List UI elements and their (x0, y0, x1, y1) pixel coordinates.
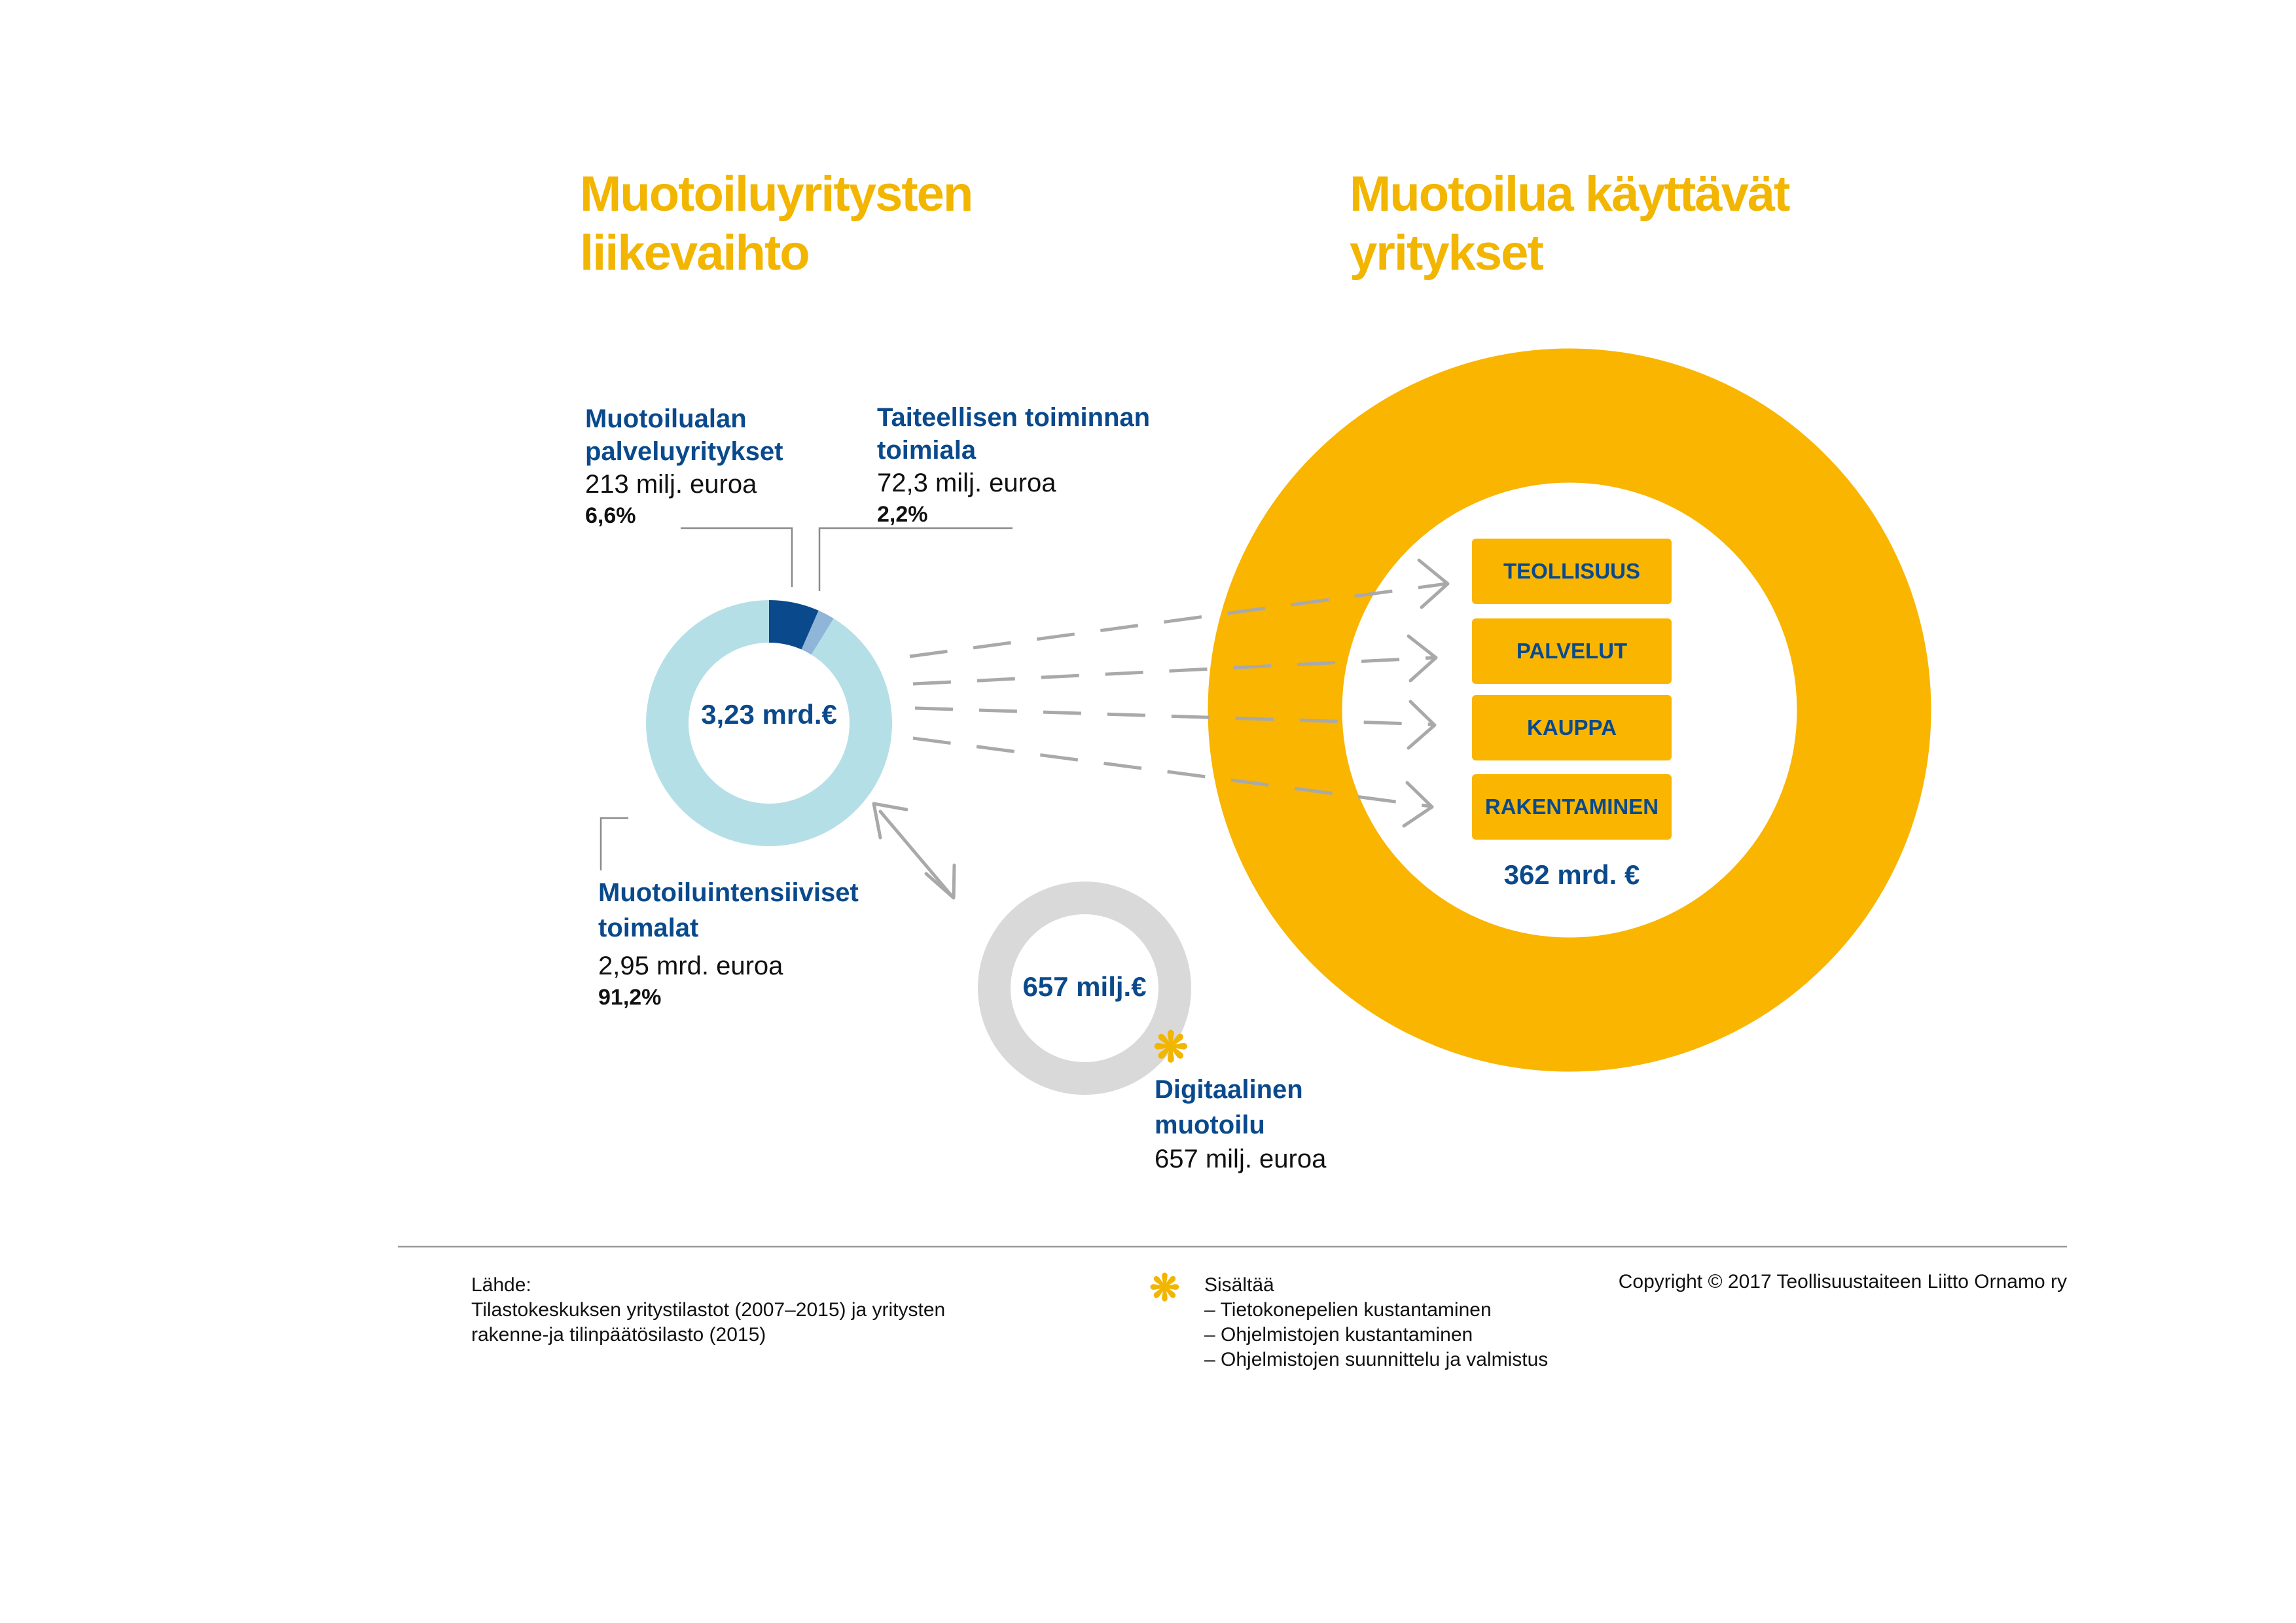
copyright: Copyright © 2017 Teollisuustaiteen Liitto Ornamo ry (1618, 1271, 2067, 1293)
right-title-line-2: yritykset (1350, 225, 1543, 281)
dashed-arrow-3 (915, 708, 1433, 724)
turnover-total-label: 3,23 mrd.€ (701, 699, 837, 730)
left-title-line-1: Muotoiluyritysten (580, 166, 973, 222)
artistic-percent: 2,2% (877, 502, 928, 527)
label-intensive (598, 875, 859, 1012)
digital-name-1: Digitaalinen (1155, 1075, 1303, 1104)
includes-item-2: – Ohjelmistojen kustantaminen (1204, 1324, 1473, 1346)
label-artistic (877, 401, 1150, 529)
sector-box-trade: KAUPPA (1472, 695, 1672, 760)
leader-line-artistic (819, 528, 1013, 591)
source-line-2: rakenne-ja tilinpäätösilasto (2015) (471, 1324, 766, 1346)
design-services-percent: 6,6% (585, 503, 636, 528)
double-arrow-shaft (880, 812, 952, 897)
sector-box-construction: RAKENTAMINEN (1472, 774, 1672, 840)
design-services-name-2: palveluyritykset (585, 437, 783, 466)
source-block (471, 1273, 945, 1347)
right-title-line-1: Muotoilua käyttävät (1350, 166, 1789, 222)
includes-label: Sisältää (1204, 1274, 1274, 1296)
source-line-1: Tilastokeskuksen yritystilastot (2007–2015) ja yritysten (471, 1299, 946, 1321)
leader-line-intensive (601, 818, 628, 870)
artistic-value: 72,3 milj. euroa (877, 469, 1056, 497)
intensive-name-2: toimalat (598, 914, 699, 942)
intensive-name-1: Muotoiluintensiiviset (598, 878, 859, 907)
design-services-name-1: Muotoilualan (585, 404, 747, 433)
label-digital (1155, 1072, 1326, 1175)
asterisk-icon: ❋ (1149, 1267, 1180, 1308)
source-label: Lähde: (471, 1274, 531, 1296)
asterisk-icon: ❋ (1153, 1024, 1189, 1071)
sector-box-industry: TEOLLISUUS (1472, 539, 1672, 604)
intensive-percent: 91,2% (598, 985, 662, 1010)
dashed-arrow-2 (913, 658, 1433, 684)
digital-name-2: muotoilu (1155, 1111, 1265, 1139)
digital-total-label: 657 milj.€ (1022, 971, 1147, 1002)
digital-value: 657 milj. euroa (1155, 1145, 1327, 1173)
label-design-services (585, 402, 783, 531)
leader-line-design-services (681, 528, 792, 587)
artistic-name-1: Taiteellisen toiminnan (877, 403, 1151, 432)
includes-item-3: – Ohjelmistojen suunnittelu ja valmistus (1204, 1349, 1549, 1370)
arrowhead-4 (1404, 783, 1432, 826)
sector-box-services: PALVELUT (1472, 618, 1672, 684)
left-title-line-2: liikevaihto (580, 225, 809, 281)
design-services-value: 213 milj. euroa (585, 470, 757, 499)
includes-item-1: – Tietokonepelien kustantaminen (1204, 1299, 1492, 1321)
includes-block (1204, 1273, 1548, 1372)
design-users-total-label: 362 mrd. € (1503, 859, 1640, 890)
intensive-value: 2,95 mrd. euroa (598, 952, 783, 980)
dashed-arrow-1 (910, 584, 1446, 656)
artistic-name-2: toimiala (877, 436, 977, 465)
